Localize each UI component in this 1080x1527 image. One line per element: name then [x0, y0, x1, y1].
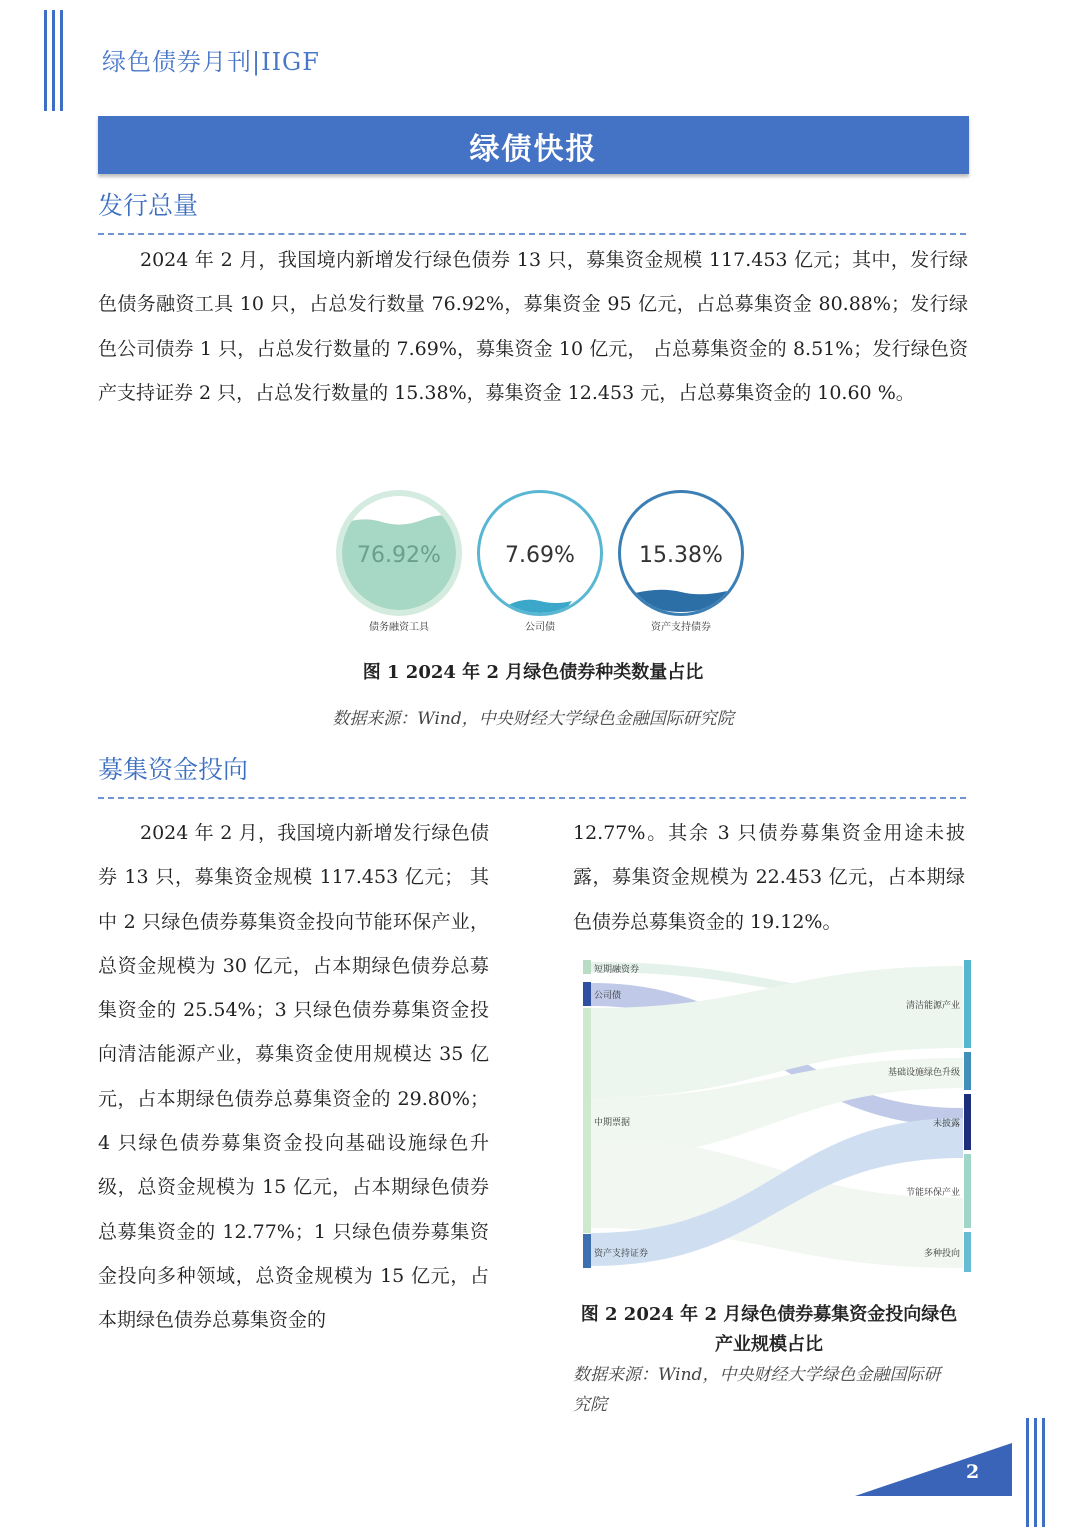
issuance-paragraph: 2024 年 2 月，我国境内新增发行绿色债券 13 只，募集资金规模 117.453 亿元；其中，发行绿色债务融资工具 10 只，占总发行数量 76.92%，募集资金 95 亿元，占总募集资金 80.88%；发行绿色公司债券 1 只，占总发行数量的 7.69%，募集资金 10 亿元， 占总募集资金的 8.51%；发行绿色资产支持证券 2 只，占总发行数量的 15.38%，募集资金 12.453 元，占总募集资金的 10.60 %。: [98, 249, 968, 404]
sankey-target-label: 节能环保产业: [905, 1188, 960, 1198]
figure1-source: 数据来源：Wind，中央财经大学绿色金融国际研究院: [332, 709, 734, 729]
sankey-source-label: 中期票据: [594, 1118, 631, 1128]
fig1-percent: 7.69%: [505, 543, 575, 568]
page-corner-decor: [855, 1443, 1015, 1498]
figure2-caption-line2: 产业规模占比: [715, 1334, 823, 1355]
banner-title: 绿债快报: [469, 132, 598, 167]
fig1-circle-ring: [336, 490, 462, 616]
sankey-target-label: 未披露: [932, 1119, 960, 1129]
section-title-use-of-proceeds: 募集资金投向: [98, 755, 249, 784]
figure2-source: [573, 1360, 973, 1420]
fig1-circle-ring: [477, 490, 603, 616]
section-divider: [98, 797, 966, 799]
figure2-source-line2: 究院: [573, 1395, 607, 1415]
figure1-caption: 图 1 2024 年 2 月绿色债券种类数量占比: [362, 662, 704, 683]
section-divider: [98, 233, 966, 235]
sankey-source-label: 公司债: [594, 991, 622, 1001]
fig1-circle-ring: [618, 490, 744, 616]
figure2-caption: [573, 1300, 965, 1360]
fig1-label: 资产支持债券: [651, 622, 711, 633]
sankey-source-label: 短期融资券: [594, 965, 640, 975]
use-of-proceeds-paragraph-col1: 2024 年 2 月，我国境内新增发行绿色债券 13 只，募集资金规模 117.453 亿元； 其中 2 只绿色债券募集资金投向节能环保产业，总资金规模为 30 亿元，占本期绿色债券总募集资金的 25.54%；3 只绿色债券募集资金投向清洁能源产业，募集资金使用规模达 35 亿元，占本期绿色债券总募集资金的 29.80%；4 只绿色债券募集资金投向基础设施绿色升级，总资金规模为 15 亿元，占本期绿色债券总募集资金的 12.77%；1 只绿色债券募集资金投向多种领域，总资金规模为 15 亿元，占本期绿色债券总募集资金的: [98, 822, 489, 1332]
use-of-proceeds-paragraph-col2: 12.77%。其余 3 只债券募集资金用途未披露，募集资金规模为 22.453 亿元，占本期绿色债券总募集资金的 19.12%。: [573, 822, 965, 933]
fig1-circle-abs: [618, 490, 744, 635]
header-title: 绿色债券月刊|IIGF: [102, 48, 320, 76]
header-decor-bars: [44, 10, 63, 111]
sankey-target-nodes: [964, 960, 971, 1272]
footer-decor-bars: [1026, 1418, 1045, 1527]
fig1-circle-debt-instruments: [336, 490, 462, 635]
sankey-target-label: 基础设施绿色升级: [887, 1068, 960, 1078]
fig1-circle-corporate-bond: [477, 490, 603, 635]
fig1-label: 债务融资工具: [369, 622, 429, 633]
fig1-label: 公司债: [525, 622, 555, 633]
sankey-target-label: 多种投向: [923, 1249, 960, 1259]
section-banner: [98, 116, 969, 174]
figure2-sankey: [583, 958, 972, 1274]
sankey-target-label: 清洁能源产业: [905, 1001, 960, 1011]
fig1-percent: 76.92%: [357, 543, 441, 568]
figure2-source-line1: 数据来源：Wind，中央财经大学绿色金融国际研: [573, 1365, 941, 1385]
fig1-percent: 15.38%: [639, 543, 723, 568]
figure2-caption-line1: 图 2 2024 年 2 月绿色债券募集资金投向绿色: [580, 1304, 958, 1325]
sankey-source-label: 资产支持证券: [594, 1249, 649, 1259]
page-number: 2: [966, 1461, 980, 1483]
section-title-issuance: 发行总量: [98, 191, 199, 220]
sankey-source-nodes: [583, 960, 591, 1268]
